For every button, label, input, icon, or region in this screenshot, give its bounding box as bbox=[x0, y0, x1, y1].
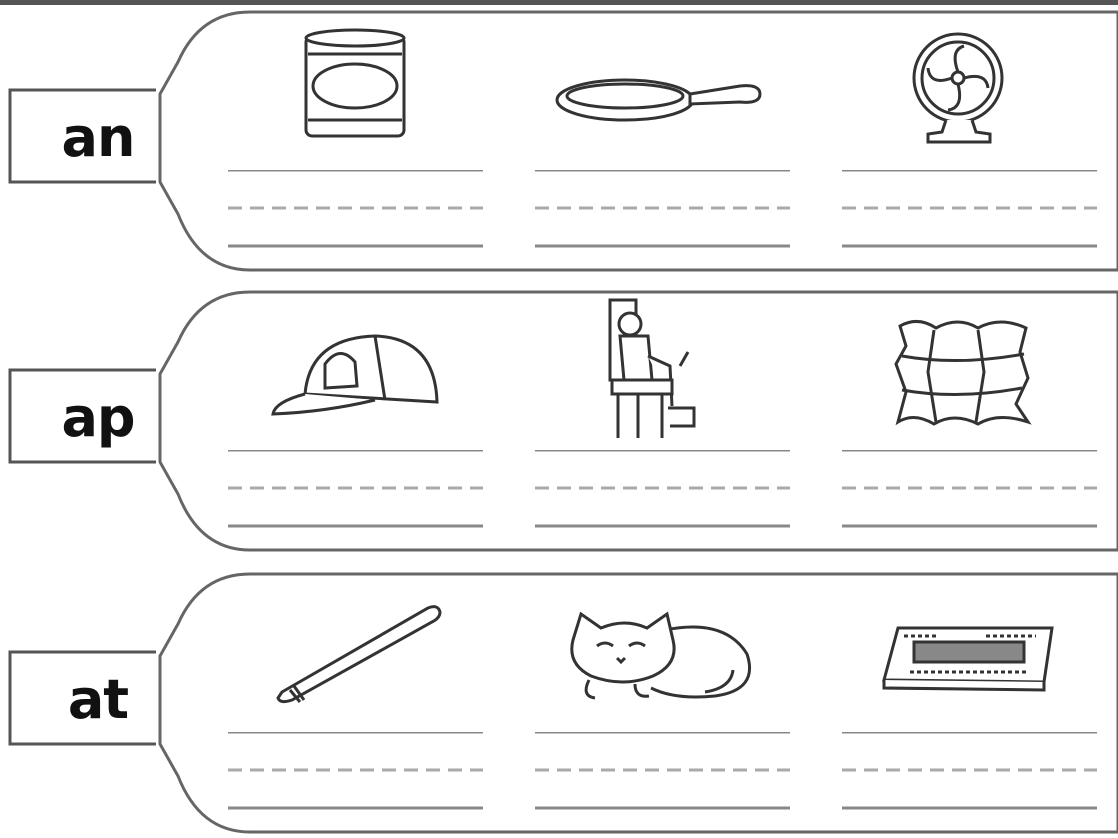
nap-icon bbox=[598, 296, 718, 444]
cat-icon bbox=[555, 600, 765, 704]
writing-lines-map[interactable] bbox=[842, 450, 1102, 530]
word-family-ap bbox=[0, 284, 1118, 552]
writing-lines-pan[interactable] bbox=[535, 170, 795, 250]
writing-lines-can[interactable] bbox=[228, 170, 488, 250]
bat-icon bbox=[268, 600, 448, 704]
word-family-an bbox=[0, 4, 1118, 272]
family-label: ap bbox=[61, 385, 135, 449]
writing-lines-fan[interactable] bbox=[842, 170, 1102, 250]
writing-lines-nap[interactable] bbox=[535, 450, 795, 530]
writing-lines-cat[interactable] bbox=[535, 732, 795, 812]
writing-lines-mat[interactable] bbox=[842, 732, 1102, 812]
can-icon bbox=[290, 24, 420, 144]
word-family-at bbox=[0, 566, 1118, 834]
fan-icon bbox=[900, 28, 1020, 148]
cap-icon bbox=[265, 324, 455, 424]
family-label: at bbox=[67, 667, 129, 731]
writing-lines-bat[interactable] bbox=[228, 732, 488, 812]
map-icon bbox=[888, 312, 1038, 432]
writing-lines-cap[interactable] bbox=[228, 450, 488, 530]
mat-icon bbox=[876, 620, 1060, 696]
family-label: an bbox=[61, 105, 135, 169]
pan-icon bbox=[550, 64, 780, 134]
